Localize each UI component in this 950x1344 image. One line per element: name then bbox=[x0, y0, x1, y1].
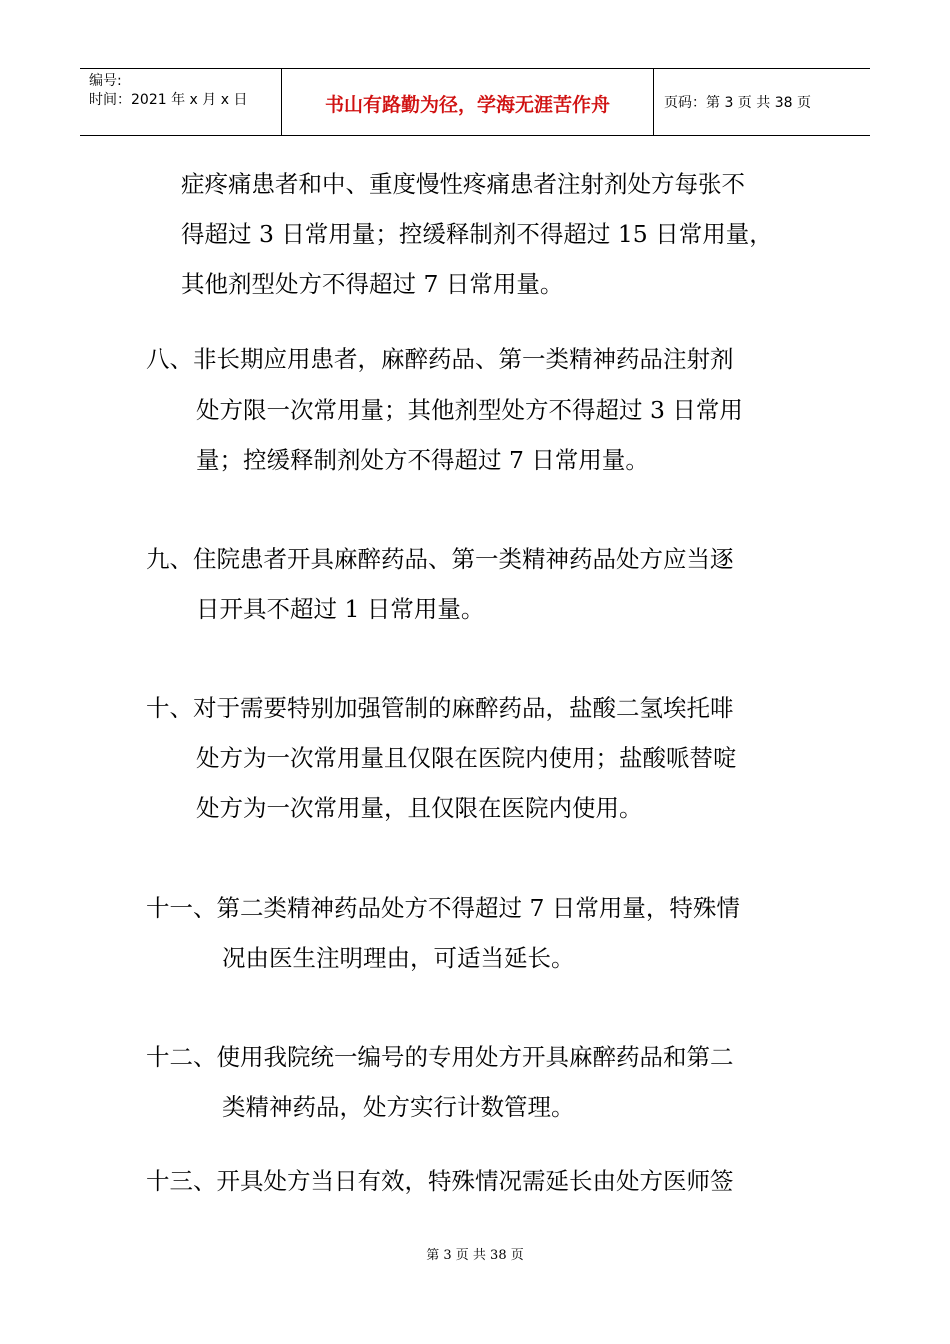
page-footer: 第 3 页 共 38 页 bbox=[426, 1248, 524, 1263]
body-line: 症疼痛患者和中、重度慢性疼痛患者注射剂处方每张不 bbox=[181, 170, 745, 198]
body-line: 处方为一次常用量，且仅限在医院内使用。 bbox=[196, 794, 643, 822]
document-date: 时间：2021 年 x 月 x 日 bbox=[89, 92, 248, 108]
body-line: 八、非长期应用患者，麻醉药品、第一类精神药品注射剂 bbox=[146, 345, 734, 373]
body-line: 十一、第二类精神药品处方不得超过 7 日常用量，特殊情 bbox=[146, 894, 740, 922]
body-line: 况由医生注明理由，可适当延长。 bbox=[222, 944, 575, 972]
header-page-info: 页码：第 3 页 共 38 页 bbox=[664, 95, 811, 111]
body-line: 九、住院患者开具麻醉药品、第一类精神药品处方应当逐 bbox=[146, 545, 734, 573]
body-line: 类精神药品，处方实行计数管理。 bbox=[222, 1093, 575, 1121]
body-line: 日开具不超过 1 日常用量。 bbox=[196, 595, 485, 623]
document-header bbox=[80, 68, 870, 136]
body-line: 十二、使用我院统一编号的专用处方开具麻醉药品和第二 bbox=[146, 1043, 734, 1071]
body-line: 得超过 3 日常用量；控缓释制剂不得超过 15 日常用量， bbox=[181, 220, 773, 248]
body-line: 处方为一次常用量且仅限在医院内使用；盐酸哌替啶 bbox=[196, 744, 737, 772]
document-number-label: 编号: bbox=[89, 73, 122, 89]
body-line: 十、对于需要特别加强管制的麻醉药品，盐酸二氢埃托啡 bbox=[146, 694, 734, 722]
body-line: 处方限一次常用量；其他剂型处方不得超过 3 日常用 bbox=[196, 396, 743, 424]
body-line: 十三、开具处方当日有效，特殊情况需延长由处方医师签 bbox=[146, 1167, 734, 1195]
header-page-cell bbox=[654, 69, 870, 135]
header-motto: 书山有路勤为径，学海无涯苦作舟 bbox=[324, 94, 610, 116]
header-meta-cell bbox=[80, 69, 282, 135]
body-line: 其他剂型处方不得超过 7 日常用量。 bbox=[181, 270, 564, 298]
body-line: 量；控缓释制剂处方不得超过 7 日常用量。 bbox=[196, 446, 649, 474]
header-motto-cell bbox=[282, 69, 654, 135]
